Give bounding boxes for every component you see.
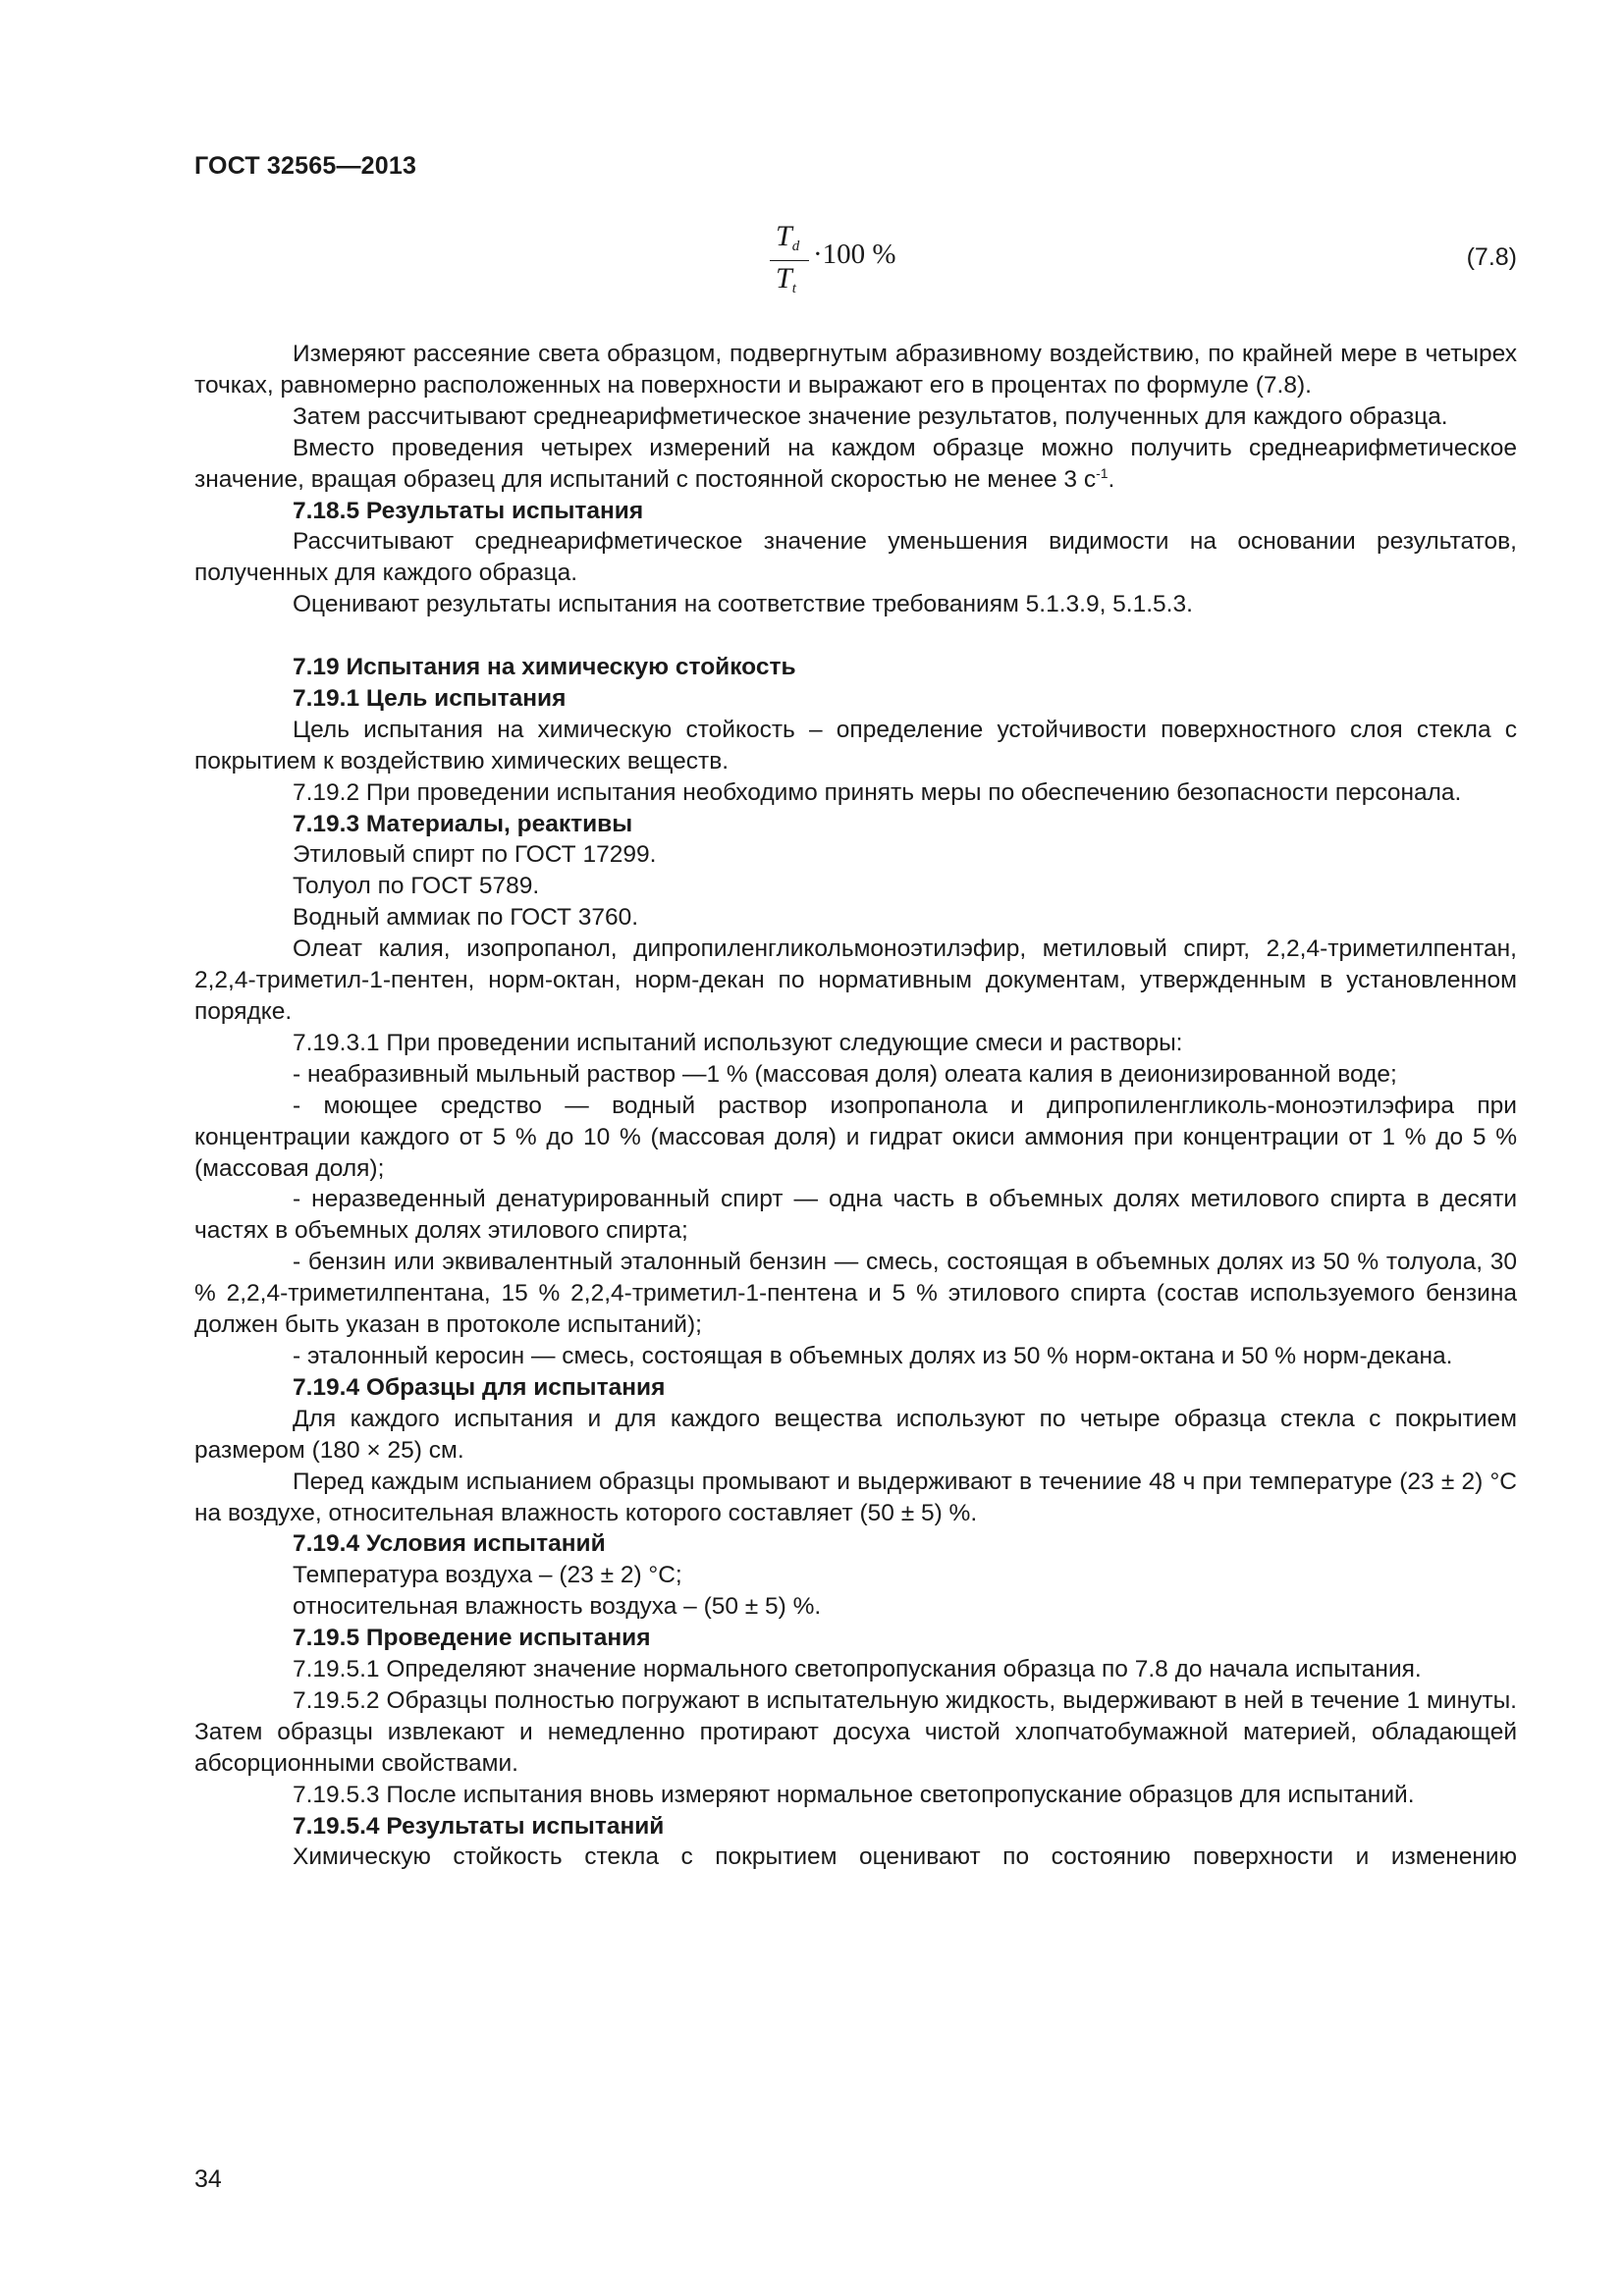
section-heading: 7.19.5 Проведение испытания bbox=[293, 1625, 651, 1652]
document-body bbox=[194, 339, 1517, 1873]
paragraph: 7.19.5.2 Образцы полностью погружают в испытательную жидкость, выдерживают в ней в течение 1 минуты. Затем образцы извлекают и немедленно протирают досуха чистой хлопчатобумажной материей, обладающей абсорционными свойствами. bbox=[194, 1686, 1517, 1777]
paragraph: Химическую стойкость стекла с покрытием оценивают по состоянию поверхности и изменению bbox=[293, 1843, 1517, 1871]
paragraph: Для каждого испытания и для каждого вещества используют по четыре образца стекла с покрытием размером (180 × 25) см. bbox=[194, 1405, 1517, 1464]
section-heading: 7.18.5 Результаты испытания bbox=[293, 497, 644, 524]
list-item: - бензин или эквивалентный эталонный бензин — смесь, состоящая в объемных долях из 50 % толуола, 30 % 2,2,4-триметилпентана, 15 % 2,2,4-триметил-1-пентена и 5 % этилового спирта (состав используемого бензина должен быть указан в протоколе испытаний); bbox=[194, 1249, 1517, 1339]
formula-7-8 bbox=[766, 219, 913, 307]
formula-denominator: $T_t$ bbox=[776, 262, 796, 296]
fraction-bar bbox=[770, 260, 809, 261]
spacer bbox=[194, 620, 1517, 652]
section-heading: 7.19.3 Материалы, реактивы bbox=[293, 810, 633, 837]
paragraph: Измеряют рассеяние света образцом, подвергнутым абразивному воздействию, по крайней мере в четырех точках, равномерно расположенных на поверхности и выражают его в процентах по формуле (7.8). bbox=[194, 341, 1517, 399]
paragraph: Рассчитывают среднеарифметическое значение уменьшения видимости на основании результатов, полученных для каждого образца. bbox=[194, 528, 1517, 587]
paragraph: Оценивают результаты испытания на соответствие требованиям 5.1.3.9, 5.1.5.3. bbox=[293, 591, 1193, 618]
section-heading: 7.19.5.4 Результаты испытаний bbox=[293, 1812, 665, 1840]
paragraph: относительная влажность воздуха – (50 ± 5) %. bbox=[293, 1593, 822, 1621]
formula-multiplier: ·100 % bbox=[813, 239, 896, 270]
paragraph: 7.19.5.3 После испытания вновь измеряют нормальное светопропускание образцов для испытаний. bbox=[293, 1781, 1415, 1808]
section-heading: 7.19.4 Условия испытаний bbox=[293, 1530, 606, 1558]
paragraph: Толуол по ГОСТ 5789. bbox=[293, 873, 540, 900]
list-item: - неразведенный денатурированный спирт — одна часть в объемных долях метилового спирта в десяти частях в объемных долях этилового спирта; bbox=[194, 1186, 1517, 1245]
section-heading: 7.19.4 Образцы для испытания bbox=[293, 1373, 666, 1401]
list-item: - неабразивный мыльный раствор —1 % (массовая доля) олеата калия в деионизированной воде; bbox=[293, 1060, 1397, 1088]
paragraph: 7.19.5.1 Определяют значение нормального светопропускания образца по 7.8 до начала испытания. bbox=[293, 1656, 1422, 1683]
paragraph: Цель испытания на химическую стойкость – определение устойчивости поверхностного слоя стекла с покрытием к воздействию химических веществ. bbox=[194, 716, 1517, 774]
paragraph: 7.19.3.1 При проведении испытаний используют следующие смеси и растворы: bbox=[293, 1029, 1183, 1056]
paragraph: Олеат калия, изопропанол, дипропиленгликольмоноэтилэфир, метиловый спирт, 2,2,4-триметилпентан, 2,2,4-триметил-1-пентен, норм-октан, норм-декан по нормативным документам, утвержденным в установленном порядке. bbox=[194, 935, 1517, 1026]
section-heading: 7.19.1 Цель испытания bbox=[293, 684, 567, 712]
paragraph: 7.19.2 При проведении испытания необходимо принять меры по обеспечению безопасности персонала. bbox=[293, 778, 1462, 806]
list-item: - эталонный керосин — смесь, состоящая в объемных долях из 50 % норм-октана и 50 % норм-декана. bbox=[293, 1342, 1453, 1369]
equation-number: (7.8) bbox=[1466, 243, 1517, 271]
page-number: 34 bbox=[194, 2165, 222, 2193]
formula-numerator: $T_d$ bbox=[776, 220, 800, 254]
paragraph: Этиловый спирт по ГОСТ 17299. bbox=[293, 841, 657, 869]
list-item: - моющее средство — водный раствор изопропанола и дипропиленгликоль-моноэтилэфира при концентрации каждого от 5 % до 10 % (массовая доля) и гидрат окиси аммония при концентрации от 1 % до 5 % (массовая доля); bbox=[194, 1092, 1517, 1182]
paragraph: Водный аммиак по ГОСТ 3760. bbox=[293, 904, 639, 932]
paragraph: Перед каждым испыанием образцы промывают и выдерживают в течениие 48 ч при температуре (23 ± 2) °С на воздухе, относительная влажность которого составляет (50 ± 5) %. bbox=[194, 1468, 1517, 1526]
paragraph: Затем рассчитывают среднеарифметическое значение результатов, полученных для каждого образца. bbox=[293, 402, 1448, 430]
paragraph: Температура воздуха – (23 ± 2) °С; bbox=[293, 1562, 682, 1589]
paragraph: Вместо проведения четырех измерений на каждом образце можно получить среднеарифметическое значение, вращая образец для испытаний с постоянной скоростью не менее 3 $с^{-1}$. bbox=[194, 434, 1517, 493]
document-header: ГОСТ 32565—2013 bbox=[194, 152, 417, 180]
section-heading: 7.19 Испытания на химическую стойкость bbox=[293, 654, 796, 681]
